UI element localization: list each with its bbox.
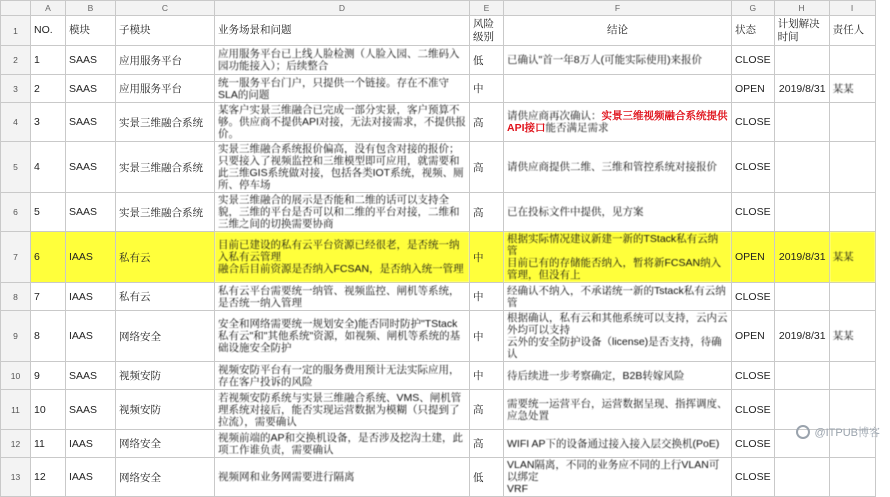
cell-status[interactable]: CLOSE [732,142,775,193]
table-row [1,362,876,390]
cell-risk[interactable]: 低 [470,458,504,497]
row-number[interactable]: 10 [1,362,31,390]
cell-submodule[interactable]: 网络安全 [116,311,215,362]
cell-risk[interactable]: 中 [470,311,504,362]
watermark-text: @ITPUB博客 [814,427,880,439]
select-all-corner[interactable] [1,1,31,16]
cell-no[interactable]: 7 [31,283,66,311]
row-number[interactable]: 5 [1,142,31,193]
table-row-highlighted [1,232,876,283]
cell-submodule[interactable]: 网络安全 [116,430,215,458]
cell-risk[interactable]: 中 [470,362,504,390]
cell-risk[interactable]: 中 [470,232,504,283]
cell-plan-date[interactable] [774,283,829,311]
watermark-icon [796,425,810,439]
table-row [1,283,876,311]
scenario-line: 目前已建设的私有云平台资源已经很老，是否统一纳入私有云管理 [218,239,460,263]
cell-plan-date[interactable] [774,46,829,75]
cell-owner[interactable]: 某某 [829,75,875,103]
scenario-line: 融合后目前资源是否纳入FCSAN，是否纳入统一管理 [218,263,464,275]
conclusion-line: 根据实际情况建议新建一新的TStack私有云纳管 [507,233,719,257]
header-no[interactable]: NO. [31,16,66,46]
cell-conclusion[interactable]: 请供应商提供二维、三维和管控系统对接报价 [504,142,732,193]
cell-module[interactable]: SAAS [66,75,116,103]
conclusion-line: 根据确认，私有云和其他系统可以支持，云内云外均可以支持 [507,312,728,336]
cell-scenario[interactable]: 应用服务平台已上线人脸检测（人脸入园、二维码入园功能接入）；后续整合 [215,46,470,75]
cell-plan-date[interactable] [774,193,829,232]
cell-status[interactable]: CLOSE [732,390,775,430]
table-row [1,193,876,232]
cell-module[interactable]: IAAS [66,283,116,311]
cell-no[interactable]: 2 [31,75,66,103]
cell-status[interactable]: CLOSE [732,458,775,497]
cell-owner[interactable]: 某某 [829,232,875,283]
cell-conclusion[interactable]: 待后续进一步考察确定，B2B转嫁风险 [504,362,732,390]
row-number[interactable]: 11 [1,390,31,430]
cell-scenario[interactable]: 若视频安防系统与实景三维融合系统、VMS、闸机管理系统对接后，能否实现运营数据为模糊（只提到了拉流），需要确认 [215,390,470,430]
column-header[interactable]: A [31,1,66,16]
cell-status[interactable]: CLOSE [732,283,775,311]
cell-submodule[interactable]: 实景三维融合系统 [116,193,215,232]
cell-submodule[interactable]: 应用服务平台 [116,46,215,75]
cell-conclusion[interactable] [504,458,732,497]
row-number[interactable]: 12 [1,430,31,458]
column-header[interactable]: B [66,1,116,16]
cell-no[interactable]: 4 [31,142,66,193]
cell-conclusion[interactable] [504,75,732,103]
column-header[interactable]: C [116,1,215,16]
row-number[interactable]: 3 [1,75,31,103]
table-row [1,430,876,458]
column-header[interactable]: D [215,1,470,16]
cell-plan-date[interactable] [774,103,829,142]
cell-owner[interactable] [829,142,875,193]
cell-risk[interactable]: 高 [470,103,504,142]
table-header-row [1,16,876,46]
cell-scenario[interactable]: 私有云平台需要统一纳管、视频监控、闸机等系统，是否统一纳入管理 [215,283,470,311]
cell-risk[interactable]: 高 [470,390,504,430]
table-row [1,142,876,193]
header-risk[interactable]: 风险级别 [470,16,504,46]
table-row [1,458,876,497]
table-row [1,46,876,75]
cell-risk[interactable]: 高 [470,142,504,193]
cell-submodule[interactable]: 视频安防 [116,390,215,430]
cell-submodule[interactable]: 网络安全 [116,458,215,497]
header-conclusion[interactable]: 结论 [504,16,732,46]
conclusion-text: 请供应商再次确认： [507,110,602,122]
row-number[interactable]: 8 [1,283,31,311]
cell-risk[interactable]: 高 [470,193,504,232]
conclusion-highlight-text: 实景三维视频融合系统提供API接口 [507,110,728,134]
cell-module[interactable]: SAAS [66,390,116,430]
cell-module[interactable]: SAAS [66,362,116,390]
column-header[interactable]: G [732,1,775,16]
column-header-row [1,1,876,16]
cell-status[interactable]: CLOSE [732,193,775,232]
cell-module[interactable]: SAAS [66,103,116,142]
cell-submodule[interactable]: 应用服务平台 [116,75,215,103]
cell-conclusion[interactable]: WIFI AP下的设备通过接入接入层交换机(PoE) [504,430,732,458]
cell-module[interactable]: IAAS [66,430,116,458]
cell-owner[interactable] [829,283,875,311]
cell-module[interactable]: SAAS [66,193,116,232]
cell-risk[interactable]: 低 [470,46,504,75]
cell-scenario[interactable]: 统一服务平台门户，只提供一个链接。存在不准守SLA的问题 [215,75,470,103]
conclusion-line: VLAN隔离，不同的业务应不同的上行VLAN可以绑定 [507,459,720,483]
row-number[interactable]: 7 [1,232,31,283]
cell-no[interactable]: 5 [31,193,66,232]
cell-module[interactable]: IAAS [66,458,116,497]
cell-scenario[interactable]: 实景三维融合系统报价偏高，没有包含对接的报价；只要接入了视频监控和三维模型即可应用，就需要和此三维GIS系统做对接，包括各类IOT系统，视频、厕所、停车场 [215,142,470,193]
cell-conclusion[interactable]: 经确认不纳入，不承诺统一新的Tstack私有云纳管 [504,283,732,311]
cell-no[interactable]: 11 [31,430,66,458]
row-number[interactable]: 13 [1,458,31,497]
cell-status[interactable]: OPEN [732,232,775,283]
header-owner[interactable]: 责任人 [829,16,875,46]
table-row [1,75,876,103]
cell-status[interactable]: CLOSE [732,362,775,390]
cell-no[interactable]: 12 [31,458,66,497]
cell-plan-date[interactable]: 2019/8/31 [774,232,829,283]
cell-risk[interactable]: 中 [470,283,504,311]
cell-no[interactable]: 8 [31,311,66,362]
cell-plan-date[interactable]: 2019/8/31 [774,75,829,103]
cell-owner[interactable] [829,46,875,75]
cell-plan-date[interactable] [774,458,829,497]
cell-module[interactable]: IAAS [66,232,116,283]
cell-status[interactable]: OPEN [732,311,775,362]
cell-risk[interactable]: 高 [470,430,504,458]
cell-conclusion[interactable] [504,311,732,362]
conclusion-text: 能否满足需求 [545,122,609,134]
conclusion-line: 云外的安全防护设备（license)是否支持，待确认 [507,336,722,360]
cell-owner[interactable] [829,362,875,390]
cell-status[interactable]: CLOSE [732,46,775,75]
cell-module[interactable]: SAAS [66,46,116,75]
cell-conclusion[interactable]: 已确认"首一年8万人(可能实际使用)来报价 [504,46,732,75]
column-header[interactable]: H [774,1,829,16]
cell-module[interactable]: SAAS [66,142,116,193]
cell-no[interactable]: 6 [31,232,66,283]
cell-status[interactable]: CLOSE [732,430,775,458]
row-number[interactable]: 1 [1,16,31,46]
cell-status[interactable]: OPEN [732,75,775,103]
cell-owner[interactable] [829,103,875,142]
cell-conclusion[interactable]: 已在投标文件中提供，见方案 [504,193,732,232]
cell-submodule[interactable]: 视频安防 [116,362,215,390]
cell-plan-date[interactable]: 2019/8/31 [774,311,829,362]
cell-plan-date[interactable] [774,362,829,390]
cell-submodule[interactable]: 实景三维融合系统 [116,103,215,142]
cell-module[interactable]: IAAS [66,311,116,362]
cell-scenario[interactable] [215,232,470,283]
cell-conclusion[interactable]: 需要统一运营平台，运营数据呈现、指挥调度、应急处置 [504,390,732,430]
cell-owner[interactable]: 某某 [829,311,875,362]
cell-conclusion[interactable] [504,232,732,283]
cell-scenario[interactable]: 实景三维融合的展示是否能和二维的话可以支持全貌，三维的平台是否可以和二维的平台对接，二维和三维之间的切换需要协商 [215,193,470,232]
header-submodule[interactable]: 子模块 [116,16,215,46]
column-header[interactable]: F [504,1,732,16]
cell-scenario[interactable]: 视频网和业务网需要进行隔离 [215,458,470,497]
cell-scenario[interactable]: 某客户实景三维融合已完成一部分实景，客户预算不够。供应商不提供API对接，无法对接需求，不提供报价。 [215,103,470,142]
column-header[interactable]: I [829,1,875,16]
cell-submodule[interactable]: 私有云 [116,283,215,311]
cell-risk[interactable]: 中 [470,75,504,103]
table-row [1,311,876,362]
watermark [796,424,880,440]
cell-no[interactable]: 3 [31,103,66,142]
header-status[interactable]: 状态 [732,16,775,46]
cell-owner[interactable] [829,458,875,497]
cell-submodule[interactable]: 私有云 [116,232,215,283]
cell-submodule[interactable]: 实景三维融合系统 [116,142,215,193]
cell-owner[interactable] [829,193,875,232]
cell-status[interactable]: CLOSE [732,103,775,142]
cell-plan-date[interactable] [774,142,829,193]
header-plan-date[interactable]: 计划解决时间 [774,16,829,46]
row-number[interactable]: 4 [1,103,31,142]
cell-scenario[interactable]: 安全和网络需要统一规划安全)能否同时防护"TStack私有云"和"其他系统"资源，如视频、闸机等系统的基础设施安全防护 [215,311,470,362]
conclusion-line: 目前已有的存储能否纳入，暂将新FCSAN纳入管理，但没有上 [507,257,722,281]
cell-conclusion[interactable] [504,103,732,142]
cell-no[interactable]: 10 [31,390,66,430]
row-number[interactable]: 6 [1,193,31,232]
header-module[interactable]: 模块 [66,16,116,46]
cell-no[interactable]: 9 [31,362,66,390]
row-number[interactable]: 9 [1,311,31,362]
cell-no[interactable]: 1 [31,46,66,75]
cell-scenario[interactable]: 视频安防平台有一定的服务费用预计无法实际应用，存在客户投诉的风险 [215,362,470,390]
conclusion-line: VRF [507,483,528,495]
row-number[interactable]: 2 [1,46,31,75]
cell-scenario[interactable]: 视频前端的AP和交换机设备，是否涉及挖沟土建，此项工作谁负责，需要确认 [215,430,470,458]
table-row [1,390,876,430]
header-scenario[interactable]: 业务场景和问题 [215,16,470,46]
table-row [1,103,876,142]
column-header[interactable]: E [470,1,504,16]
